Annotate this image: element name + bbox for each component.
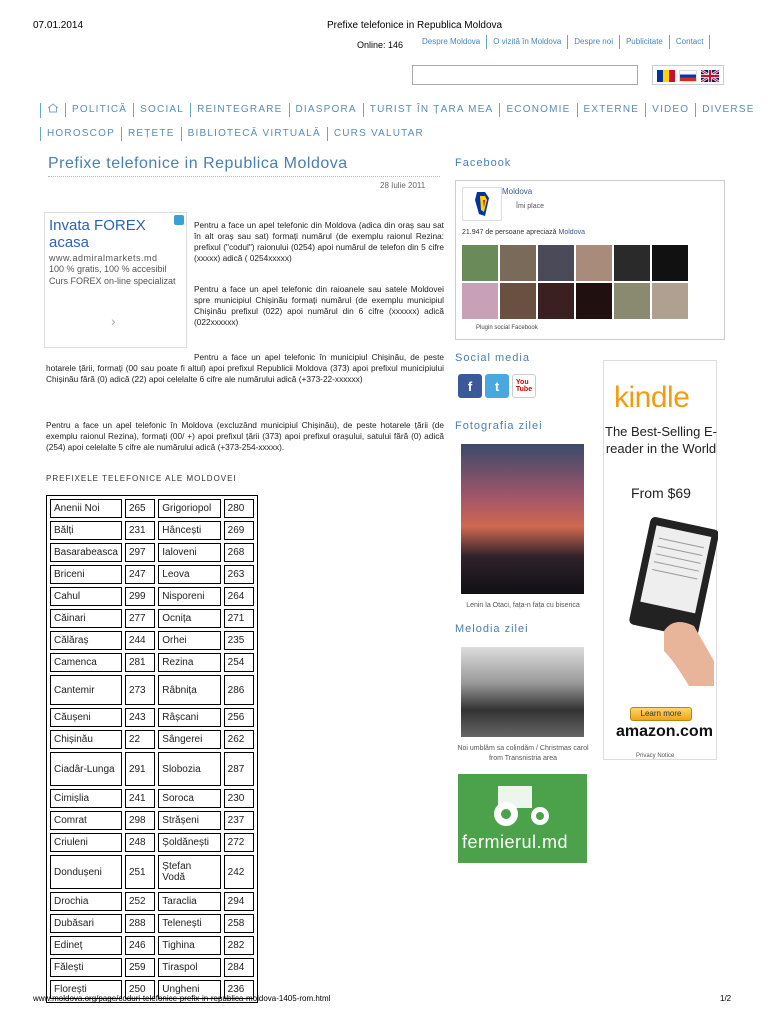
kindle-ad[interactable] xyxy=(603,360,717,760)
prefix-cell: 241 xyxy=(125,789,155,808)
home-icon[interactable] xyxy=(40,103,65,118)
language-flags xyxy=(652,65,724,85)
table-row xyxy=(50,609,254,628)
district-name-cell: Râbnița xyxy=(158,675,220,705)
flag-uk-icon[interactable] xyxy=(701,70,719,82)
forex-ad[interactable] xyxy=(44,212,187,348)
prefix-cell: 288 xyxy=(125,914,155,933)
facebook-icon[interactable]: f xyxy=(458,374,482,398)
nav-externe[interactable]: EXTERNE xyxy=(577,103,646,117)
youtube-icon[interactable]: You Tube xyxy=(512,374,536,398)
moldova-logo-icon[interactable] xyxy=(462,187,502,221)
facebook-heading: Facebook xyxy=(455,157,512,169)
prefix-cell: 244 xyxy=(125,631,155,650)
district-name-cell: Rezina xyxy=(158,653,220,672)
district-name-cell: Sângerei xyxy=(158,730,220,749)
district-name-cell: Slobozia xyxy=(158,752,220,786)
prefix-cell: 250 xyxy=(125,980,155,999)
melody-caption[interactable]: Noi umblăm sa colindăm / Christmas carol from Transnistria area xyxy=(457,745,589,762)
footer-url: www.moldova.org/page/coduri-telefonice-prefix-in-republica-moldova-1405-rom.html xyxy=(33,994,331,1003)
prefix-table xyxy=(46,495,258,1003)
district-name-cell: Ialoveni xyxy=(158,543,220,562)
district-name-cell: Călăraș xyxy=(50,631,122,650)
prefix-cell: 273 xyxy=(125,675,155,705)
twitter-icon[interactable]: t xyxy=(485,374,509,398)
chevron-right-icon[interactable]: › xyxy=(111,313,116,329)
ad-info-icon[interactable] xyxy=(174,215,184,225)
melody-video-thumbnail[interactable] xyxy=(461,647,584,737)
prefix-cell: 252 xyxy=(125,892,155,911)
district-name-cell: Fălești xyxy=(50,958,122,977)
print-date: 07.01.2014 xyxy=(33,20,84,31)
kindle-tagline: The Best-Selling E-reader in the World xyxy=(605,424,717,456)
top-nav xyxy=(416,35,710,49)
district-name-cell: Drochia xyxy=(50,892,122,911)
article-title: Prefixe telefonice in Republica Moldova xyxy=(48,155,348,172)
district-name-cell: Grigoriopol xyxy=(158,499,220,518)
prefix-cell: 262 xyxy=(224,730,254,749)
district-name-cell: Comrat xyxy=(50,811,122,830)
district-name-cell: Hâncești xyxy=(158,521,220,540)
prefix-cell: 243 xyxy=(125,708,155,727)
fan-avatar[interactable] xyxy=(462,283,498,319)
nav-social[interactable]: SOCIAL xyxy=(133,103,190,117)
ad-title[interactable]: Invata FOREX acasa xyxy=(49,217,146,251)
prefix-cell: 22 xyxy=(125,730,155,749)
district-name-cell: Cantemir xyxy=(50,675,122,705)
table-row xyxy=(50,543,254,562)
amazon-logo: amazon.com xyxy=(616,723,713,740)
district-name-cell: Anenii Noi xyxy=(50,499,122,518)
district-name-cell: Criuleni xyxy=(50,833,122,852)
prefix-cell: 281 xyxy=(125,653,155,672)
footer-page-number: 1/2 xyxy=(720,994,732,1003)
flag-ro-icon[interactable] xyxy=(657,70,675,82)
fan-avatar[interactable] xyxy=(614,283,650,319)
fan-avatar[interactable] xyxy=(576,283,612,319)
table-row xyxy=(50,587,254,606)
nav-turist[interactable]: TURIST ÎN ȚARA MEA xyxy=(363,103,500,117)
ad-url[interactable]: www.admiralmarkets.md xyxy=(49,253,158,263)
main-nav xyxy=(40,100,755,148)
nav-diaspora[interactable]: DIASPORA xyxy=(289,103,363,117)
fb-count-text: 21.947 de persoane apreciază xyxy=(462,229,559,236)
district-name-cell: Edineț xyxy=(50,936,122,955)
prefix-cell: 282 xyxy=(224,936,254,955)
fan-avatar[interactable] xyxy=(614,245,650,281)
district-name-cell: Cahul xyxy=(50,587,122,606)
nav-politica[interactable]: POLITICĂ xyxy=(65,103,133,117)
district-name-cell: Ciadâr-Lunga xyxy=(50,752,122,786)
fb-like-count xyxy=(462,229,585,236)
district-name-cell: Briceni xyxy=(50,565,122,584)
tractor-icon xyxy=(458,774,587,834)
online-count: Online: 146 xyxy=(357,40,404,50)
table-row xyxy=(50,811,254,830)
nav-retete[interactable]: REȚETE xyxy=(121,127,181,141)
district-name-cell: Tighina xyxy=(158,936,220,955)
district-name-cell: Camenca xyxy=(50,653,122,672)
prefix-cell: 236 xyxy=(224,980,254,999)
prefix-cell: 251 xyxy=(125,855,155,889)
search-input[interactable] xyxy=(412,65,638,85)
prefix-cell: 299 xyxy=(125,587,155,606)
table-row xyxy=(50,521,254,540)
social-icons xyxy=(458,374,536,398)
paragraph-2: Pentru a face un apel telefonic din raioanele sau satele Moldovei spre municipiul Chișinău formați numărul (de exemplu municipiul Chișinău prefixul (022) apoi numărul din 6 cifre (xxxxxx) adică (022xxxxxx) xyxy=(194,284,444,327)
prefix-cell: 230 xyxy=(224,789,254,808)
nav-video[interactable]: VIDEO xyxy=(645,103,695,117)
district-name-cell: Ungheni xyxy=(158,980,220,999)
prefix-cell: 298 xyxy=(125,811,155,830)
prefix-cell: 231 xyxy=(125,521,155,540)
district-name-cell: Râșcani xyxy=(158,708,220,727)
prefix-cell: 280 xyxy=(224,499,254,518)
district-name-cell: Căușeni xyxy=(50,708,122,727)
table-row xyxy=(50,565,254,584)
fan-avatar[interactable] xyxy=(538,283,574,319)
prefix-cell: 259 xyxy=(125,958,155,977)
photo-of-day-heading: Fotografia zilei xyxy=(455,420,543,432)
district-name-cell: Bălți xyxy=(50,521,122,540)
district-name-cell: Orhei xyxy=(158,631,220,650)
prefix-cell: 263 xyxy=(224,565,254,584)
fb-count-link[interactable]: Moldova xyxy=(558,229,585,236)
paragraph-3: Pentru a face un apel telefonic în municipiul Chișinău, de peste hotarele țării, formați (00 sau poate fi altul) apoi prefixul Republicii Moldova (373) apoi prefixul municipiului Chișinău fără (0) adică (22) apoi celelalte 6 cifre ale numărului adică (+373-22-xxxxxx) xyxy=(46,352,444,384)
district-name-cell: Basarabeasca xyxy=(50,543,122,562)
fan-avatar[interactable] xyxy=(538,245,574,281)
top-nav-o-vizita[interactable]: O vizită în Moldova xyxy=(487,35,568,49)
fb-fans-grid xyxy=(462,245,688,319)
table-row xyxy=(50,675,254,705)
kindle-device-image xyxy=(604,511,718,711)
prefix-cell: 271 xyxy=(224,609,254,628)
district-name-cell: Florești xyxy=(50,980,122,999)
district-name-cell: Telenești xyxy=(158,914,220,933)
fan-avatar[interactable] xyxy=(652,283,688,319)
district-name-cell: Ștefan Vodă xyxy=(158,855,220,889)
nav-biblioteca[interactable]: BIBLIOTECĂ VIRTUALĂ xyxy=(181,127,327,141)
table-row xyxy=(50,653,254,672)
table-row xyxy=(50,936,254,955)
table-heading: PREFIXELE TELEFONICE ALE MOLDOVEI xyxy=(46,474,237,483)
prefix-cell: 265 xyxy=(125,499,155,518)
table-row xyxy=(50,708,254,727)
table-row xyxy=(50,833,254,852)
prefix-cell: 291 xyxy=(125,752,155,786)
district-name-cell: Leova xyxy=(158,565,220,584)
prefix-cell: 248 xyxy=(125,833,155,852)
table-row xyxy=(50,752,254,786)
nav-horoscop[interactable]: HOROSCOP xyxy=(40,127,121,141)
district-name-cell: Ocnița xyxy=(158,609,220,628)
fan-avatar[interactable] xyxy=(500,245,536,281)
fb-plugin-label[interactable]: Plugin social Facebook xyxy=(476,325,538,331)
prefix-cell: 237 xyxy=(224,811,254,830)
table-row xyxy=(50,958,254,977)
article-date: 28 Iulie 2011 xyxy=(380,181,426,190)
district-name-cell: Căinari xyxy=(50,609,122,628)
top-nav-contact[interactable]: Contact xyxy=(670,35,711,49)
nav-diverse[interactable]: DIVERSE xyxy=(695,103,760,117)
kindle-brand: kindle xyxy=(614,381,690,414)
facebook-widget xyxy=(455,180,725,340)
table-row xyxy=(50,914,254,933)
prefix-cell: 284 xyxy=(224,958,254,977)
fb-page-name[interactable]: Moldova xyxy=(502,187,533,196)
top-nav-publicitate[interactable]: Publicitate xyxy=(620,35,670,49)
district-name-cell: Cimișlia xyxy=(50,789,122,808)
prefix-cell: 264 xyxy=(224,587,254,606)
fb-like-button[interactable]: Îmi place xyxy=(516,203,545,210)
top-nav-despre-moldova[interactable]: Despre Moldova xyxy=(416,35,487,49)
photo-caption[interactable]: Lenin la Otaci, fața-n fața cu biserica xyxy=(466,602,580,609)
print-title: Prefixe telefonice in Republica Moldova xyxy=(327,20,503,31)
fermierul-banner[interactable] xyxy=(458,774,587,863)
fan-avatar[interactable] xyxy=(652,245,688,281)
prefix-cell: 256 xyxy=(224,708,254,727)
privacy-notice-link[interactable]: Privacy Notice xyxy=(636,753,675,759)
photo-of-day-image[interactable] xyxy=(461,444,584,594)
prefix-cell: 277 xyxy=(125,609,155,628)
prefix-cell: 272 xyxy=(224,833,254,852)
fan-avatar[interactable] xyxy=(462,245,498,281)
fan-avatar[interactable] xyxy=(500,283,536,319)
table-row xyxy=(50,499,254,518)
learn-more-button[interactable]: Learn more xyxy=(630,707,692,721)
table-row xyxy=(50,892,254,911)
melody-heading: Melodia zilei xyxy=(455,623,529,635)
title-divider xyxy=(48,176,440,177)
table-row xyxy=(50,855,254,889)
kindle-price: From $69 xyxy=(631,485,691,501)
prefix-cell: 268 xyxy=(224,543,254,562)
ad-description: 100 % gratis, 100 % accesibil Curs FOREX on-line specializat xyxy=(49,264,176,286)
fan-avatar[interactable] xyxy=(576,245,612,281)
district-name-cell: Strășeni xyxy=(158,811,220,830)
prefix-cell: 286 xyxy=(224,675,254,705)
district-name-cell: Dubăsari xyxy=(50,914,122,933)
prefix-cell: 235 xyxy=(224,631,254,650)
prefix-cell: 294 xyxy=(224,892,254,911)
prefix-cell: 258 xyxy=(224,914,254,933)
top-nav-despre-noi[interactable]: Despre noi xyxy=(568,35,620,49)
nav-economie[interactable]: ECONOMIE xyxy=(499,103,576,117)
prefix-cell: 287 xyxy=(224,752,254,786)
nav-reintegrare[interactable]: REINTEGRARE xyxy=(190,103,288,117)
district-name-cell: Tiraspol xyxy=(158,958,220,977)
social-media-heading: Social media xyxy=(455,352,530,364)
prefix-cell: 242 xyxy=(224,855,254,889)
district-name-cell: Dondușeni xyxy=(50,855,122,889)
paragraph-1: Pentru a face un apel telefonic din Moldova (adica din oraș sau sat în alt oraș sau sat) formați numărul (de exemplu raionul Rezina: prefixul ("codul") raionului (0254) apoi numărul de telefon din 5 cifre (xxxxx) adică ( 0254xxxxx) xyxy=(194,220,444,263)
district-name-cell: Chișinău xyxy=(50,730,122,749)
prefix-cell: 247 xyxy=(125,565,155,584)
table-row xyxy=(50,631,254,650)
prefix-cell: 246 xyxy=(125,936,155,955)
prefix-cell: 254 xyxy=(224,653,254,672)
district-name-cell: Taraclia xyxy=(158,892,220,911)
fermierul-label: fermierul.md xyxy=(462,832,569,852)
table-row xyxy=(50,789,254,808)
prefix-cell: 297 xyxy=(125,543,155,562)
paragraph-4: Pentru a face un apel telefonic în Moldova (excluzând municipiul Chișinău), de peste hotarele țării (de exemplu raionul Rezina), formați (00/ +) apoi prefixul țării (373) apoi prefixul orașului, satului fără (0) adică (254) apoi celelalte 5 cifre ale numărului adică (+373-254-xxxxx). xyxy=(46,420,444,452)
nav-curs-valutar[interactable]: CURS VALUTAR xyxy=(327,127,430,141)
prefix-cell: 269 xyxy=(224,521,254,540)
table-row xyxy=(50,730,254,749)
flag-ru-icon[interactable] xyxy=(679,70,697,82)
district-name-cell: Soroca xyxy=(158,789,220,808)
district-name-cell: Șoldănești xyxy=(158,833,220,852)
district-name-cell: Nisporeni xyxy=(158,587,220,606)
